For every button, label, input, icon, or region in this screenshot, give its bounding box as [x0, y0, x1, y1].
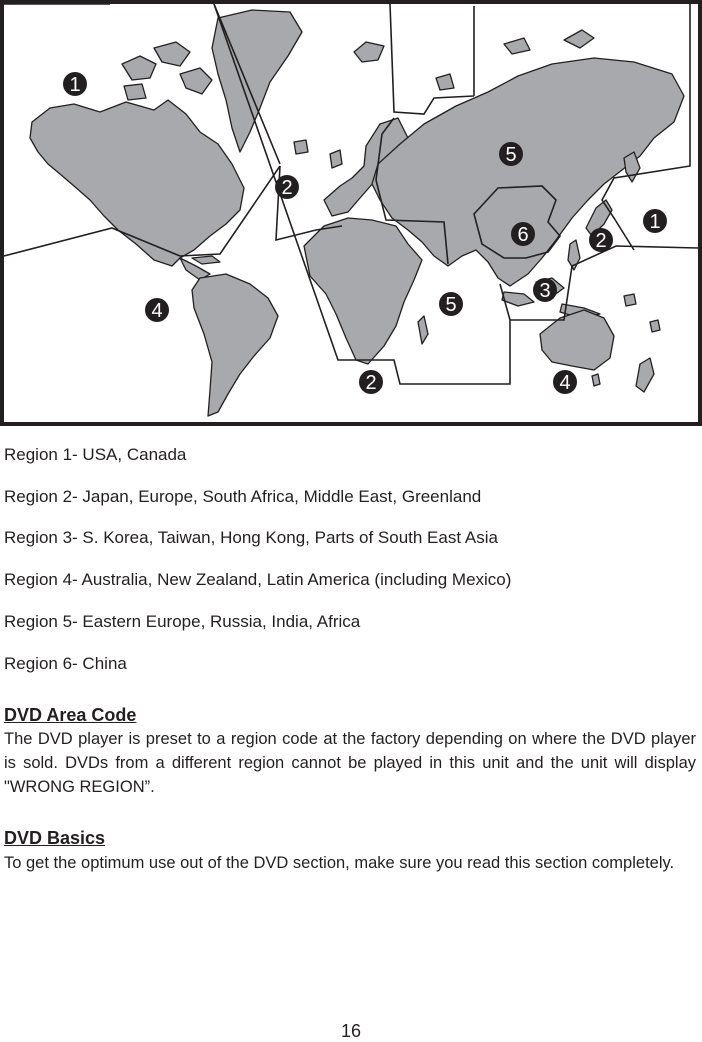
- region-badge-2-south-africa: [359, 370, 383, 394]
- page-number: 16: [340, 1021, 362, 1041]
- africa-landmass: [304, 218, 422, 364]
- region-badge-1-north-america: [63, 72, 87, 96]
- svg-text:5: 5: [445, 294, 457, 316]
- region-badge-5-russia: [499, 142, 523, 166]
- south-america-landmass: [192, 274, 278, 416]
- svg-text:6: 6: [517, 224, 529, 246]
- svg-text:1: 1: [649, 211, 661, 233]
- region-badge-2-greenland: [275, 175, 299, 199]
- region-1-description: Region 1- USA, Canada: [4, 445, 187, 464]
- svg-text:4: 4: [151, 300, 163, 322]
- region-4-description: Region 4- Australia, New Zealand, Latin America (including Mexico): [4, 570, 512, 589]
- dvd-basics-body: To get the optimum use out of the DVD section, make sure you read this section completely.: [4, 854, 675, 872]
- dvd-area-code-body: The DVD player is preset to a region code at the factory depending on where the DVD player is sold. DVDs from a different region cannot be played in this unit and the unit will display "WRONG REGION”.: [4, 730, 696, 796]
- world-map-illustration: [4, 4, 698, 422]
- region-2-description: Region 2- Japan, Europe, South Africa, Middle East, Greenland: [4, 487, 482, 506]
- region-badge-4-south-america: [145, 298, 169, 322]
- svg-text:1: 1: [69, 74, 81, 96]
- svg-text:2: 2: [281, 177, 293, 199]
- svg-text:5: 5: [505, 144, 517, 166]
- region-map: [0, 0, 702, 426]
- region-3-description: Region 3- S. Korea, Taiwan, Hong Kong, Parts of South East Asia: [4, 528, 498, 547]
- region-badge-1-pacific: [643, 209, 667, 233]
- region-badge-2-japan: [589, 228, 613, 252]
- svg-text:4: 4: [559, 372, 571, 394]
- region-badge-6-china: [511, 222, 535, 246]
- svg-text:2: 2: [365, 372, 377, 394]
- dvd-area-code-heading: DVD Area Code: [4, 705, 137, 725]
- dvd-basics-heading: DVD Basics: [4, 828, 106, 848]
- region-badge-3-southeast-asia: [533, 278, 557, 302]
- svg-text:3: 3: [539, 280, 551, 302]
- region-badge-4-australia: [553, 370, 577, 394]
- svg-text:2: 2: [595, 230, 607, 252]
- region-badge-5-indian-ocean: [439, 292, 463, 316]
- region-6-description: Region 6- China: [4, 654, 127, 673]
- region-5-description: Region 5- Eastern Europe, Russia, India, Africa: [4, 612, 361, 631]
- australia-landmass: [540, 310, 614, 370]
